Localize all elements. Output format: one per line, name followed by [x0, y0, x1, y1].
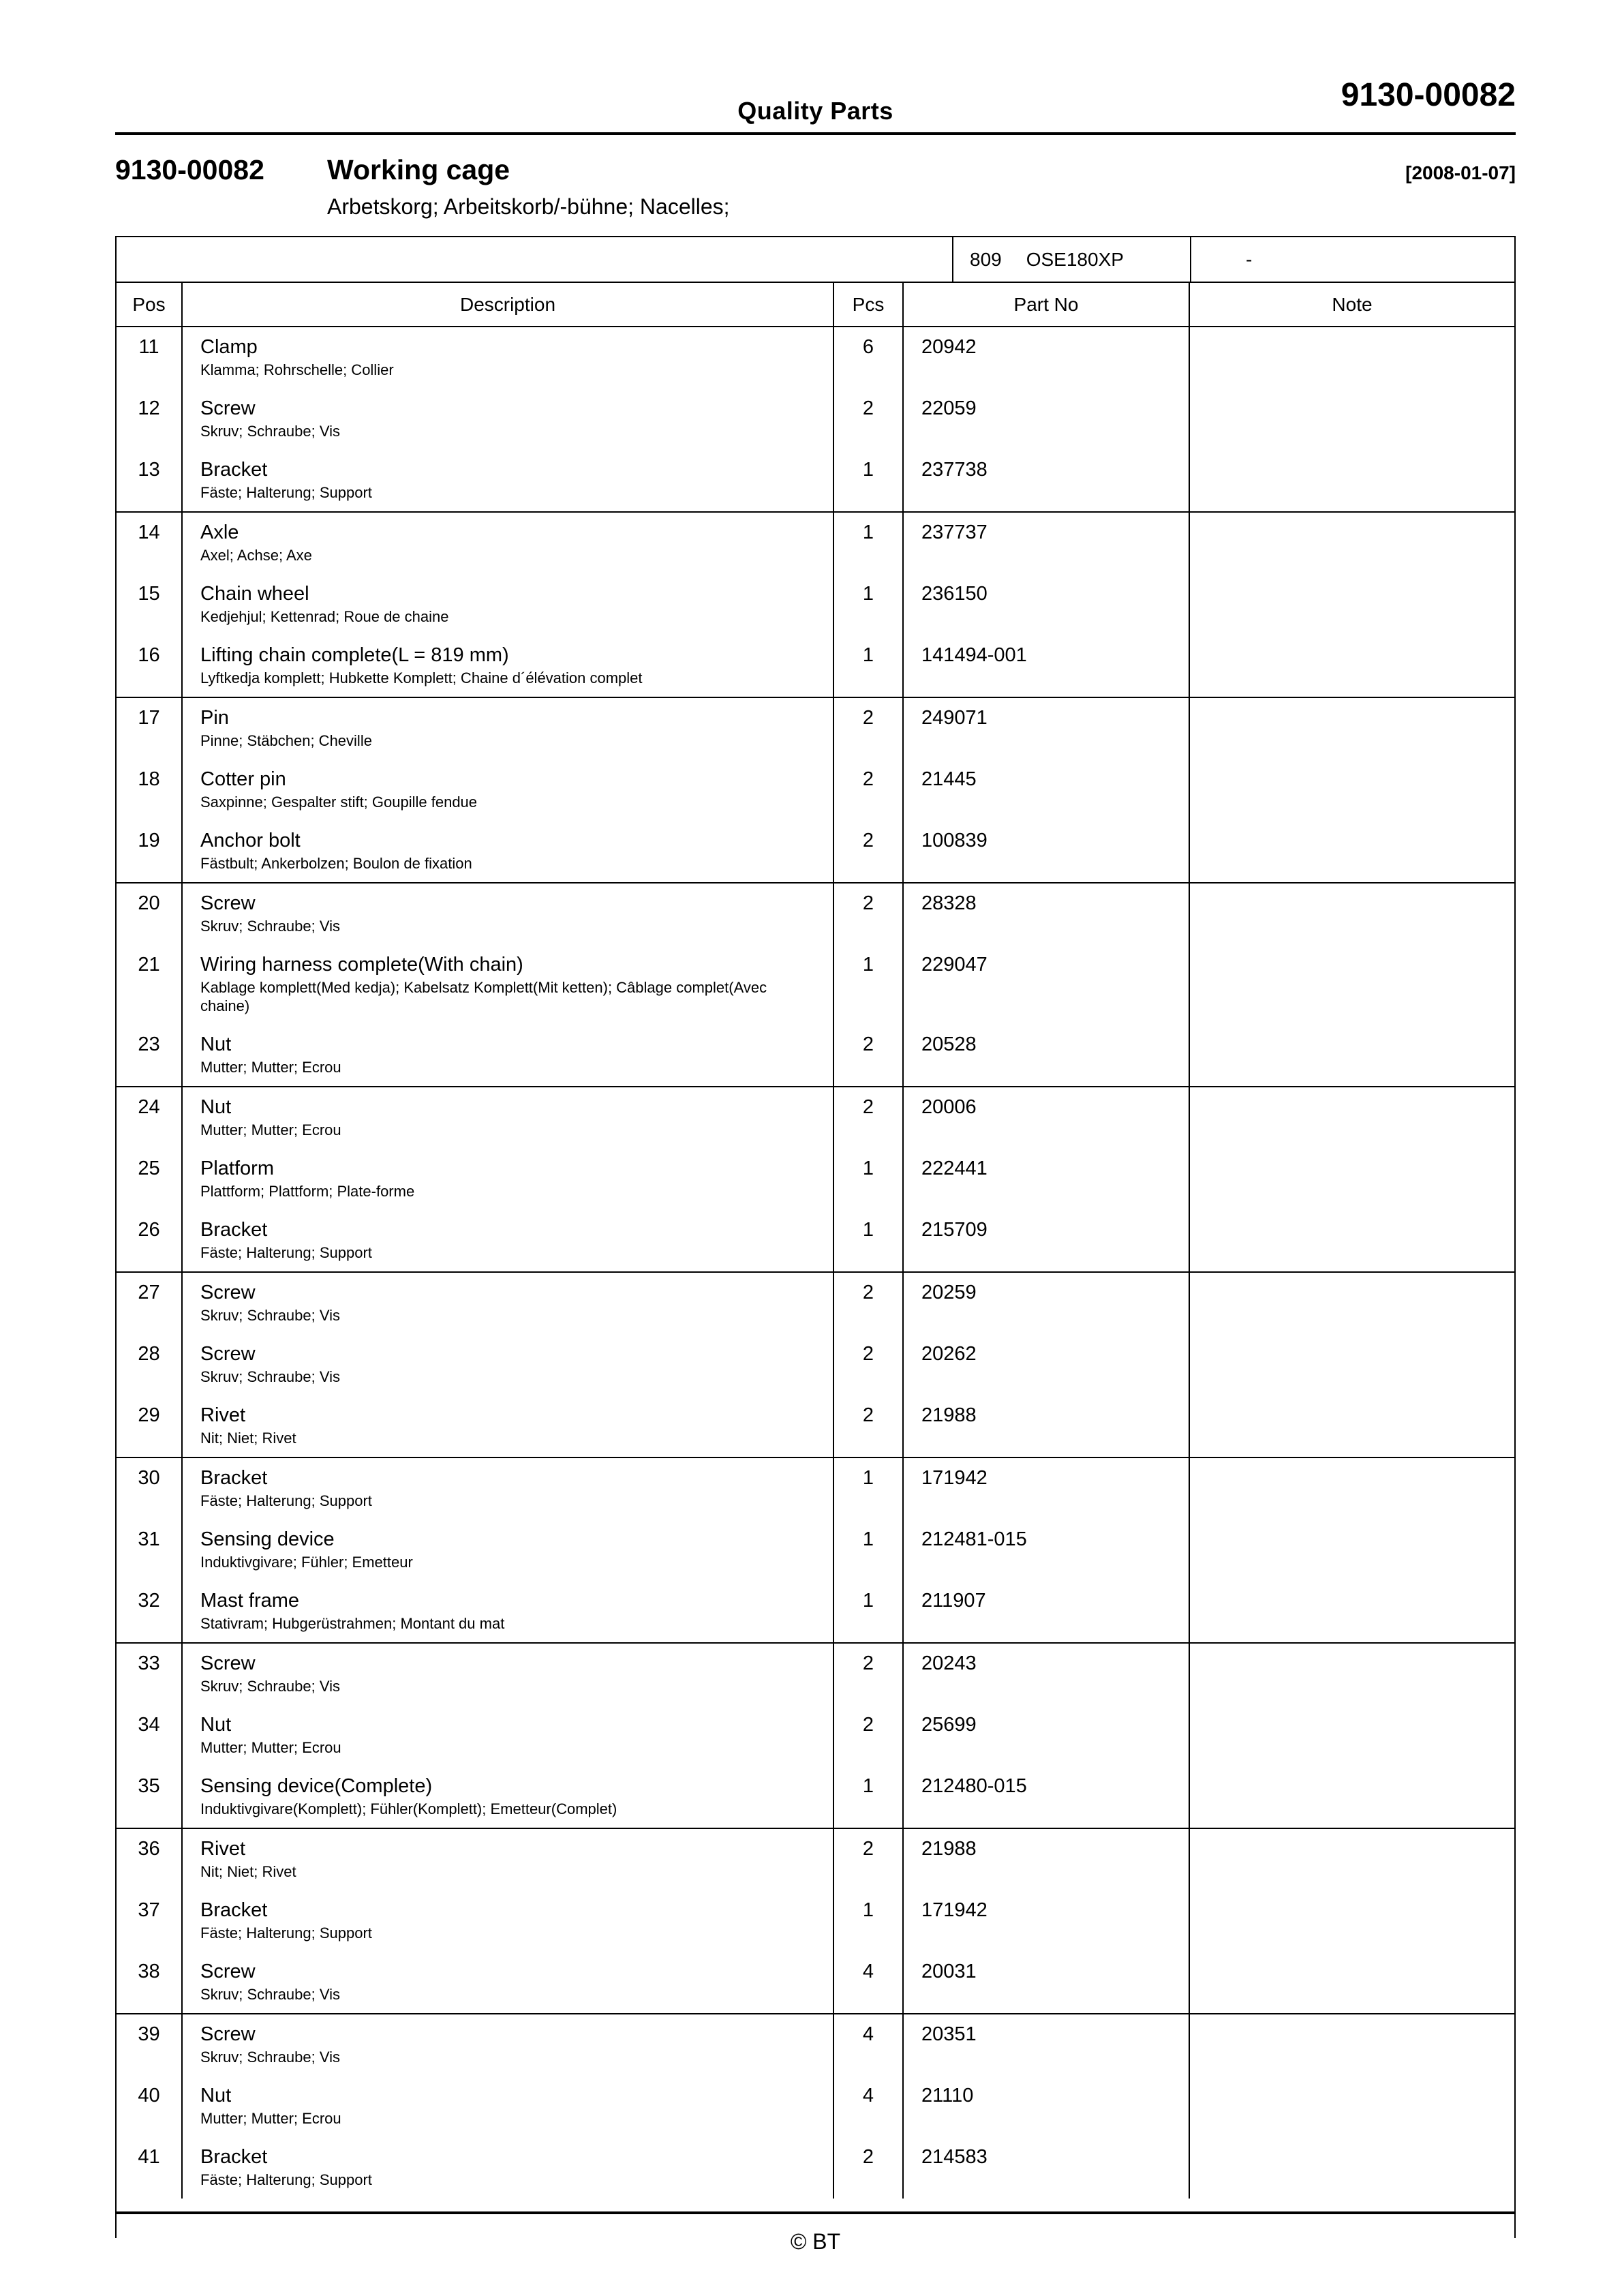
note-cell	[1190, 1149, 1514, 1210]
description-translations: Skruv; Schraube; Vis	[200, 1678, 341, 1695]
description-main: Clamp	[200, 336, 258, 358]
description-cell	[183, 450, 834, 511]
pos-cell: 28	[117, 1334, 183, 1395]
page-header	[115, 76, 1516, 135]
pcs-cell: 1	[834, 1581, 904, 1642]
note-cell	[1190, 1025, 1514, 1086]
pcs-cell: 2	[834, 1829, 904, 1890]
description-cell	[183, 1520, 834, 1581]
description-translations: Fäste; Halterung; Support	[200, 1492, 372, 1509]
note-cell	[1190, 1766, 1514, 1828]
pcs-cell: 2	[834, 1334, 904, 1395]
description-translations: Fäste; Halterung; Support	[200, 1924, 372, 1942]
note-cell	[1190, 327, 1514, 389]
description-cell	[183, 2137, 834, 2199]
description-cell	[183, 513, 834, 574]
description-main: Mast frame	[200, 1590, 300, 1612]
pos-cell: 27	[117, 1273, 183, 1334]
row-group	[117, 1828, 1514, 2013]
note-cell	[1190, 1952, 1514, 2013]
note-cell	[1190, 821, 1514, 882]
row-group	[117, 1086, 1514, 1271]
description-main: Bracket	[200, 1467, 268, 1489]
table-row	[117, 1952, 1514, 2013]
pcs-cell: 6	[834, 327, 904, 389]
revision-date: [2008-01-07]	[1405, 162, 1516, 183]
note-cell	[1190, 635, 1514, 697]
model-bar-empty-cell	[117, 237, 952, 282]
note-cell	[1190, 1458, 1514, 1520]
note-cell	[1190, 1890, 1514, 1952]
table-body	[115, 327, 1516, 2238]
description-main: Screw	[200, 1343, 256, 1365]
description-main: Bracket	[200, 459, 268, 481]
row-group	[117, 2013, 1514, 2199]
note-cell	[1190, 1520, 1514, 1581]
description-translations: Axel; Achse; Axe	[200, 547, 312, 564]
pcs-cell: 2	[834, 1273, 904, 1334]
partno-cell: 229047	[904, 945, 1190, 1025]
pos-cell: 18	[117, 759, 183, 821]
description-main: Wiring harness complete(With chain)	[200, 954, 523, 976]
note-cell	[1190, 1087, 1514, 1149]
partno-cell: 237738	[904, 450, 1190, 511]
description-main: Nut	[200, 1714, 232, 1736]
table-row	[117, 2076, 1514, 2137]
pos-cell: 38	[117, 1952, 183, 2013]
description-cell	[183, 2014, 834, 2076]
partno-cell: 20006	[904, 1087, 1190, 1149]
partno-cell: 28328	[904, 883, 1190, 945]
pcs-cell: 2	[834, 1025, 904, 1086]
table-row	[117, 821, 1514, 882]
description-main: Bracket	[200, 2146, 268, 2168]
description-cell	[183, 1890, 834, 1952]
pos-cell: 36	[117, 1829, 183, 1890]
description-main: Screw	[200, 1961, 256, 1982]
pos-cell: 20	[117, 883, 183, 945]
note-cell	[1190, 2014, 1514, 2076]
table-row	[117, 450, 1514, 511]
note-cell	[1190, 759, 1514, 821]
pos-cell: 31	[117, 1520, 183, 1581]
description-translations: Skruv; Schraube; Vis	[200, 1307, 341, 1324]
partno-cell: 20259	[904, 1273, 1190, 1334]
description-cell	[183, 1644, 834, 1705]
model-bar	[115, 236, 1516, 283]
description-main: Lifting chain complete(L = 819 mm)	[200, 644, 509, 666]
description-main: Chain wheel	[200, 583, 309, 605]
note-cell	[1190, 1644, 1514, 1705]
quality-parts-label: Quality Parts	[737, 97, 893, 125]
pcs-cell: 1	[834, 1766, 904, 1828]
description-translations: Klamma; Rohrschelle; Collier	[200, 361, 394, 378]
description-cell	[183, 1025, 834, 1086]
description-main: Nut	[200, 2085, 232, 2106]
description-main: Axle	[200, 522, 239, 543]
description-translations: Skruv; Schraube; Vis	[200, 1368, 341, 1385]
copyright-label: © BT	[790, 2229, 841, 2254]
pos-cell: 17	[117, 698, 183, 759]
description-translations: Stativram; Hubgerüstrahmen; Montant du mat	[200, 1615, 505, 1632]
pos-cell: 32	[117, 1581, 183, 1642]
model-bar-model-cell	[952, 237, 1190, 282]
partno-cell: 20942	[904, 327, 1190, 389]
pcs-cell: 1	[834, 513, 904, 574]
pcs-cell: 1	[834, 1520, 904, 1581]
table-row	[117, 2137, 1514, 2199]
column-header-pos: Pos	[117, 283, 183, 326]
description-cell	[183, 574, 834, 635]
note-cell	[1190, 450, 1514, 511]
description-translations: Skruv; Schraube; Vis	[200, 423, 341, 440]
description-main: Rivet	[200, 1404, 246, 1426]
pos-cell: 19	[117, 821, 183, 882]
pos-cell: 24	[117, 1087, 183, 1149]
table-row	[117, 1581, 1514, 1642]
table-row	[117, 1149, 1514, 1210]
partno-cell: 171942	[904, 1890, 1190, 1952]
table-row	[117, 1273, 1514, 1334]
row-group	[117, 882, 1514, 1086]
note-cell	[1190, 2137, 1514, 2199]
description-main: Bracket	[200, 1219, 268, 1241]
description-main: Rivet	[200, 1838, 246, 1860]
table-row	[117, 1334, 1514, 1395]
note-cell	[1190, 945, 1514, 1025]
description-cell	[183, 883, 834, 945]
row-group	[117, 1457, 1514, 1642]
note-cell	[1190, 1210, 1514, 1271]
description-main: Screw	[200, 1652, 256, 1674]
description-cell	[183, 1581, 834, 1642]
pcs-cell: 2	[834, 389, 904, 450]
pcs-cell: 1	[834, 574, 904, 635]
pcs-cell: 2	[834, 821, 904, 882]
description-cell	[183, 1273, 834, 1334]
table-row	[117, 945, 1514, 1025]
column-header-note: Note	[1332, 293, 1373, 315]
description-translations: Skruv; Schraube; Vis	[200, 918, 341, 935]
pcs-cell: 2	[834, 698, 904, 759]
description-cell	[183, 327, 834, 389]
description-cell	[183, 698, 834, 759]
description-translations: Fäste; Halterung; Support	[200, 2171, 372, 2188]
partno-cell: 21110	[904, 2076, 1190, 2137]
row-group	[117, 1271, 1514, 1457]
pos-cell: 12	[117, 389, 183, 450]
table-row	[117, 1705, 1514, 1766]
description-cell	[183, 1149, 834, 1210]
pos-cell: 13	[117, 450, 183, 511]
description-cell	[183, 759, 834, 821]
description-cell	[183, 1705, 834, 1766]
description-cell	[183, 821, 834, 882]
description-translations: Mutter; Mutter; Ecrou	[200, 1739, 341, 1756]
partno-cell: 25699	[904, 1705, 1190, 1766]
pcs-cell: 1	[834, 1210, 904, 1271]
description-main: Pin	[200, 707, 229, 729]
pos-cell: 26	[117, 1210, 183, 1271]
pcs-cell: 2	[834, 2137, 904, 2199]
description-main: Screw	[200, 397, 256, 419]
column-header-partno: Part No	[904, 283, 1190, 326]
description-cell	[183, 389, 834, 450]
pos-cell: 30	[117, 1458, 183, 1520]
description-cell	[183, 1829, 834, 1890]
pcs-cell: 1	[834, 635, 904, 697]
note-cell	[1190, 1334, 1514, 1395]
pos-cell: 15	[117, 574, 183, 635]
description-cell	[183, 1087, 834, 1149]
description-cell	[183, 2076, 834, 2137]
partno-cell: 222441	[904, 1149, 1190, 1210]
description-main: Platform	[200, 1158, 274, 1179]
description-translations: Skruv; Schraube; Vis	[200, 2049, 341, 2066]
description-main: Cotter pin	[200, 768, 286, 790]
partno-cell: 236150	[904, 574, 1190, 635]
note-cell	[1190, 1395, 1514, 1457]
table-row	[117, 1890, 1514, 1952]
description-translations: Kablage komplett(Med kedja); Kabelsatz Komplett(Mit ketten); Câblage complet(Avec chaine)	[200, 979, 767, 1014]
description-translations: Induktivgivare(Komplett); Fühler(Komplett); Emetteur(Complet)	[200, 1800, 617, 1817]
note-cell	[1190, 513, 1514, 574]
description-main: Bracket	[200, 1899, 268, 1921]
note-cell	[1190, 1705, 1514, 1766]
column-header-pcs: Pcs	[834, 283, 904, 326]
description-translations: Fästbult; Ankerbolzen; Boulon de fixation	[200, 855, 472, 872]
note-cell	[1190, 1581, 1514, 1642]
pos-cell: 35	[117, 1766, 183, 1828]
description-translations: Saxpinne; Gespalter stift; Goupille fendue	[200, 794, 478, 811]
partno-cell: 21988	[904, 1829, 1190, 1890]
pcs-cell: 1	[834, 1890, 904, 1952]
pcs-cell: 1	[834, 1458, 904, 1520]
pos-cell: 33	[117, 1644, 183, 1705]
description-cell	[183, 1210, 834, 1271]
partno-cell: 20262	[904, 1334, 1190, 1395]
page-subtitle: Arbetskorg; Arbeitskorb/-bühne; Nacelles;	[327, 194, 730, 219]
row-group	[117, 697, 1514, 882]
description-translations: Mutter; Mutter; Ecrou	[200, 1121, 341, 1138]
partno-cell: 20243	[904, 1644, 1190, 1705]
description-translations: Skruv; Schraube; Vis	[200, 1986, 341, 2003]
note-cell	[1190, 574, 1514, 635]
table-header-row	[115, 283, 1516, 327]
description-main: Sensing device(Complete)	[200, 1775, 433, 1797]
model-code: 809	[970, 248, 1002, 270]
table-row	[117, 1644, 1514, 1705]
description-translations: Lyftkedja komplett; Hubkette Komplett; Chaine d´élévation complet	[200, 669, 643, 686]
partno-cell: 20351	[904, 2014, 1190, 2076]
title-row	[115, 154, 1516, 186]
description-cell	[183, 1395, 834, 1457]
table-row	[117, 389, 1514, 450]
description-cell	[183, 1766, 834, 1828]
partno-cell: 171942	[904, 1458, 1190, 1520]
table-row	[117, 1087, 1514, 1149]
partno-cell: 20528	[904, 1025, 1190, 1086]
row-group	[117, 1642, 1514, 1828]
parts-table	[115, 236, 1516, 2238]
pcs-cell: 2	[834, 883, 904, 945]
pcs-cell: 2	[834, 759, 904, 821]
description-main: Screw	[200, 892, 256, 914]
pcs-cell: 4	[834, 2076, 904, 2137]
table-row	[117, 327, 1514, 389]
page-footer	[115, 2211, 1516, 2254]
pcs-cell: 4	[834, 2014, 904, 2076]
description-translations: Nit; Niet; Rivet	[200, 1863, 296, 1880]
pcs-cell: 1	[834, 1149, 904, 1210]
partno-cell: 237737	[904, 513, 1190, 574]
description-translations: Kedjehjul; Kettenrad; Roue de chaine	[200, 608, 449, 625]
partno-cell: 100839	[904, 821, 1190, 882]
pos-cell: 41	[117, 2137, 183, 2199]
pos-cell: 16	[117, 635, 183, 697]
description-main: Screw	[200, 1282, 256, 1303]
table-row	[117, 574, 1514, 635]
table-row	[117, 1395, 1514, 1457]
description-translations: Nit; Niet; Rivet	[200, 1430, 296, 1447]
description-translations: Fäste; Halterung; Support	[200, 484, 372, 501]
description-translations: Mutter; Mutter; Ecrou	[200, 1059, 341, 1076]
description-cell	[183, 1952, 834, 2013]
table-row	[117, 759, 1514, 821]
partno-cell: 20031	[904, 1952, 1190, 2013]
description-translations: Plattform; Plattform; Plate-forme	[200, 1183, 415, 1200]
model-bar-note-cell	[1190, 237, 1514, 282]
pcs-cell: 1	[834, 450, 904, 511]
pos-cell: 34	[117, 1705, 183, 1766]
description-cell	[183, 1334, 834, 1395]
table-row	[117, 1766, 1514, 1828]
pos-cell: 11	[117, 327, 183, 389]
pos-cell: 29	[117, 1395, 183, 1457]
table-row	[117, 698, 1514, 759]
partno-cell: 212480-015	[904, 1766, 1190, 1828]
description-translations: Pinne; Stäbchen; Cheville	[200, 732, 372, 749]
pcs-cell: 2	[834, 1395, 904, 1457]
pcs-cell: 2	[834, 1705, 904, 1766]
pcs-cell: 1	[834, 945, 904, 1025]
table-row	[117, 635, 1514, 697]
partno-cell: 214583	[904, 2137, 1190, 2199]
partno-cell: 249071	[904, 698, 1190, 759]
note-cell	[1190, 1273, 1514, 1334]
table-row	[117, 513, 1514, 574]
pos-cell: 25	[117, 1149, 183, 1210]
table-row	[117, 883, 1514, 945]
partno-cell: 211907	[904, 1581, 1190, 1642]
table-row	[117, 1520, 1514, 1581]
partno-cell: 21445	[904, 759, 1190, 821]
pos-cell: 39	[117, 2014, 183, 2076]
partno-cell: 212481-015	[904, 1520, 1190, 1581]
model-name: OSE180XP	[1026, 248, 1124, 270]
description-cell	[183, 945, 834, 1025]
description-translations: Fäste; Halterung; Support	[200, 1244, 372, 1261]
note-cell	[1190, 2076, 1514, 2137]
partno-cell: 141494-001	[904, 635, 1190, 697]
table-row	[117, 1210, 1514, 1271]
row-group	[117, 511, 1514, 697]
note-cell	[1190, 389, 1514, 450]
pcs-cell: 2	[834, 1644, 904, 1705]
description-cell	[183, 1458, 834, 1520]
partno-cell: 22059	[904, 389, 1190, 450]
partno-cell: 215709	[904, 1210, 1190, 1271]
description-main: Screw	[200, 2023, 256, 2045]
note-cell	[1190, 1829, 1514, 1890]
title-block	[115, 154, 1516, 220]
description-main: Anchor bolt	[200, 830, 301, 851]
column-header-description: Description	[183, 283, 834, 326]
page-title: Working cage	[327, 154, 510, 185]
pcs-cell: 4	[834, 1952, 904, 2013]
description-main: Nut	[200, 1033, 232, 1055]
pos-cell: 21	[117, 945, 183, 1025]
table-row	[117, 1025, 1514, 1086]
table-row	[117, 1458, 1514, 1520]
description-translations: Induktivgivare; Fühler; Emetteur	[200, 1554, 413, 1571]
partno-cell: 21988	[904, 1395, 1190, 1457]
table-row	[117, 1829, 1514, 1890]
pos-cell: 37	[117, 1890, 183, 1952]
pos-cell: 14	[117, 513, 183, 574]
row-group	[117, 327, 1514, 511]
description-translations: Mutter; Mutter; Ecrou	[200, 2110, 341, 2127]
table-row	[117, 2014, 1514, 2076]
pcs-cell: 2	[834, 1087, 904, 1149]
description-main: Sensing device	[200, 1528, 335, 1550]
document-number-large: 9130-00082	[1341, 77, 1516, 113]
pos-cell: 40	[117, 2076, 183, 2137]
description-cell	[183, 635, 834, 697]
note-cell	[1190, 698, 1514, 759]
note-cell	[1190, 883, 1514, 945]
pos-cell: 23	[117, 1025, 183, 1086]
description-main: Nut	[200, 1096, 232, 1118]
model-note-dash: -	[1246, 248, 1253, 270]
document-number: 9130-00082	[115, 154, 264, 185]
